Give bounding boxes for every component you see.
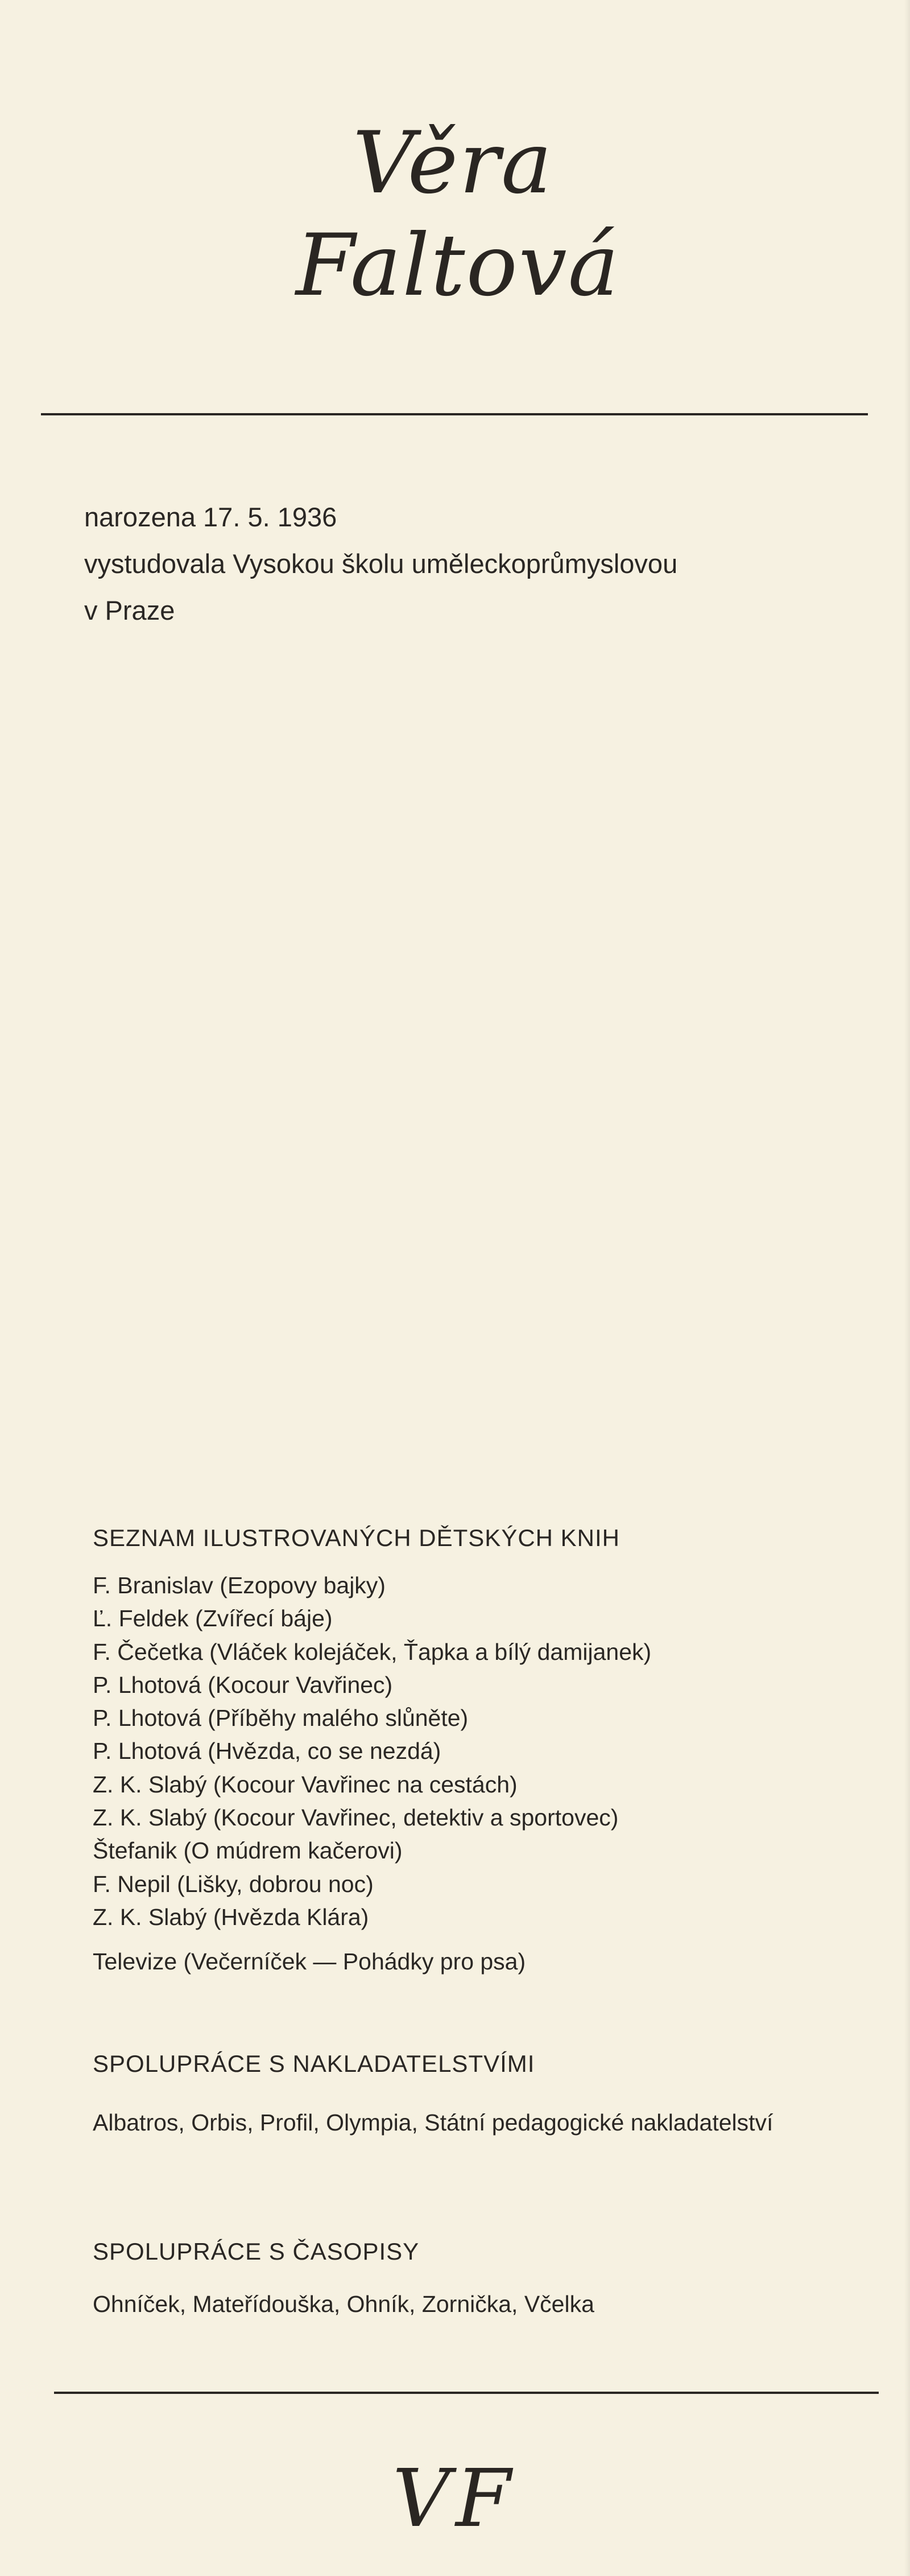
magazines-text: Ohníček, Mateřídouška, Ohník, Zornička, Včelka <box>93 2291 594 2317</box>
book-item: P. Lhotová (Hvězda, co se nezdá) <box>93 1738 441 1765</box>
top-divider <box>41 413 868 415</box>
magazines-heading: SPOLUPRÁCE S ČASOPISY <box>93 2238 420 2265</box>
books-section <box>93 1524 849 1979</box>
book-item: F. Nepil (Lišky, dobrou noc) <box>93 1870 374 1897</box>
page-edge <box>904 0 910 2576</box>
title-last-name: Faltová <box>296 216 621 315</box>
title-first-name: Věra <box>353 114 553 213</box>
television-item: Televize (Večerníček — Pohádky pro psa) <box>93 1948 526 1975</box>
book-item: Štefanik (O múdrem kačerovi) <box>93 1837 403 1864</box>
book-item: Z. K. Slabý (Hvězda Klára) <box>93 1903 369 1930</box>
books-heading: SEZNAM ILUSTROVANÝCH DĚTSKÝCH KNIH <box>93 1524 621 1551</box>
book-item: P. Lhotová (Příběhy malého slůněte) <box>93 1705 469 1732</box>
book-item: Z. K. Slabý (Kocour Vavřinec na cestách) <box>93 1771 518 1798</box>
education-line-city: v Praze <box>84 595 175 625</box>
book-item: F. Branislav (Ezopovy bajky) <box>93 1572 386 1598</box>
publishers-section <box>93 2050 849 2146</box>
birth-date-line: narozena 17. 5. 1936 <box>84 502 337 532</box>
publishers-text: Albatros, Orbis, Profil, Olympia, Státní pedagogické nakladatelství <box>93 2109 774 2136</box>
book-item: P. Lhotová (Kocour Vavřinec) <box>93 1671 393 1698</box>
bottom-divider <box>54 2392 879 2394</box>
monogram: VF <box>392 2453 517 2545</box>
publishers-heading: SPOLUPRÁCE S NAKLADATELSTVÍMI <box>93 2050 535 2077</box>
education-line: vystudovala Vysokou školu uměleckoprůmyslovou <box>84 549 678 579</box>
book-item: Z. K. Slabý (Kocour Vavřinec, detektiv a sportovec) <box>93 1804 619 1831</box>
biography <box>84 494 835 634</box>
book-item: Ľ. Feldek (Zvířecí báje) <box>93 1605 333 1632</box>
book-item: F. Čečetka (Vláček kolejáček, Ťapka a bílý damijanek) <box>93 1638 652 1665</box>
magazines-section <box>93 2238 849 2321</box>
books-list <box>93 1569 849 1979</box>
